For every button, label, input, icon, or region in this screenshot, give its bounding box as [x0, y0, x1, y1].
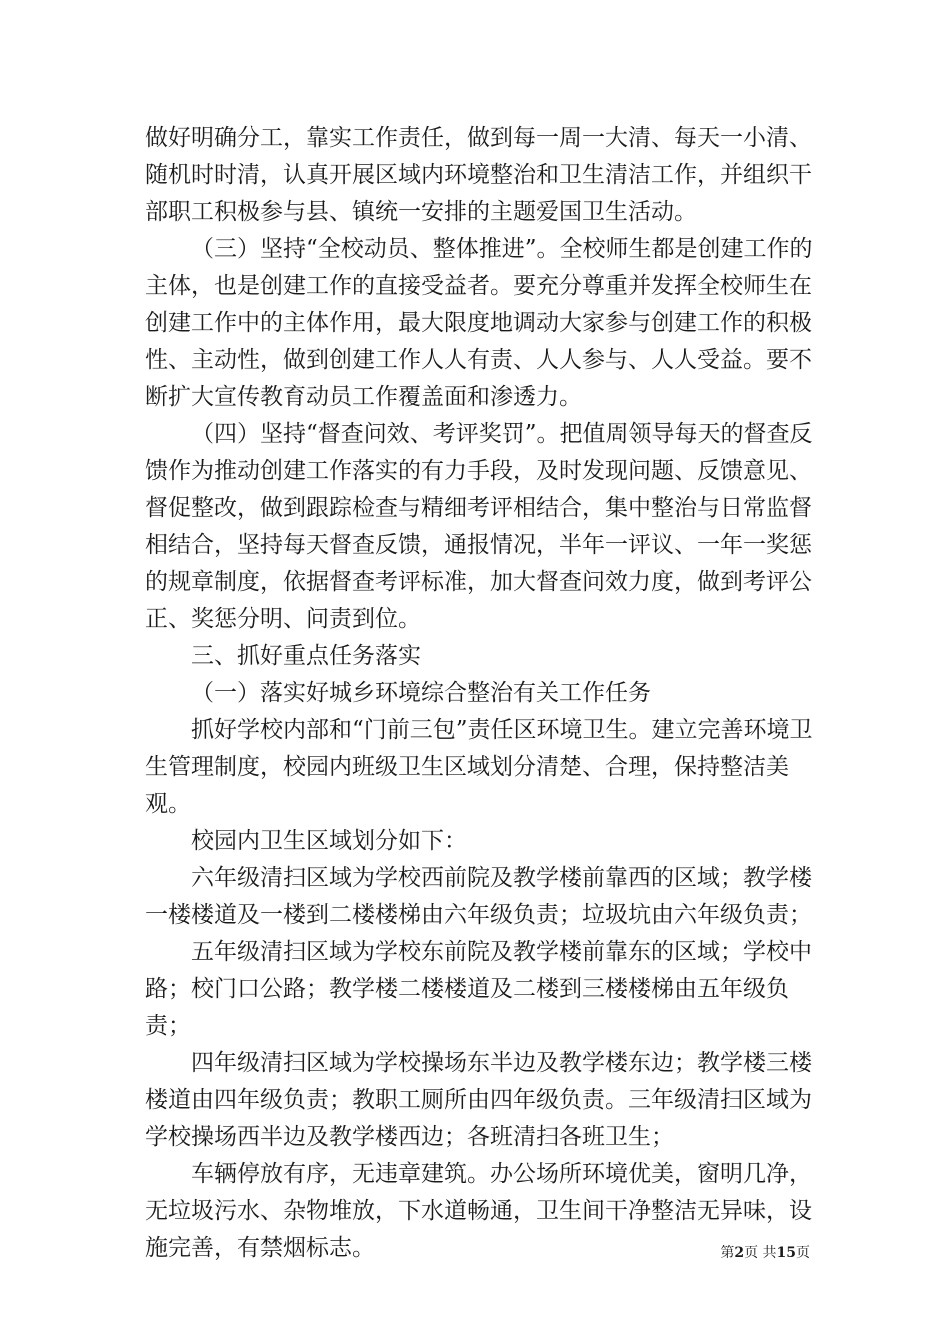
paragraph-2: （三）坚持“全校动员、整体推进”。全校师生都是创建工作的主体，也是创建工作的直接受益者。要充分尊重并发挥全校师生在创建工作中的主体作用，最大限度地调动大家参与创建工作的积极性、主动性，做到创建工作人人有责、人人参与、人人受益。要不断扩大宣传教育动员工作覆盖面和渗透力。	[145, 236, 813, 410]
paragraph-8: 六年级清扫区域为学校西前院及教学楼前靠西的区域；教学楼一楼楼道及一楼到二楼楼梯由六年级负责；垃圾坑由六年级负责；	[145, 865, 812, 928]
paragraph-3: （四）坚持“督查问效、考评奖罚”。把值周领导每天的督查反馈作为推动创建工作落实的有力手段，及时发现问题、反馈意见、督促整改，做到跟踪检查与精细考评相结合，集中整治与日常监督相结合，坚持每天督查反馈，通报情况，半年一评议、一年一奖惩的规章制度，依据督查考评标准，加大督查问效力度，做到考评公正、奖惩分明、问责到位。	[145, 421, 813, 632]
footer-prefix: 第	[720, 1245, 735, 1261]
paragraph-11: 车辆停放有序，无违章建筑。办公场所环境优美，窗明几净，无垃圾污水、杂物堆放，下水道畅通，卫生间干净整洁无异味，设施完善，有禁烟标志。	[145, 1161, 812, 1261]
subsection-heading: （一）落实好城乡环境综合整治有关工作任务	[191, 680, 651, 706]
footer-suffix: 页	[796, 1245, 810, 1261]
paragraph-7: 校园内卫生区域划分如下：	[191, 828, 467, 854]
footer-middle: 页 共	[744, 1245, 777, 1261]
paragraph-6: 抓好学校内部和“门前三包”责任区环境卫生。建立完善环境卫生管理制度，校园内班级卫生区域划分清楚、合理，保持整洁美观。	[145, 717, 813, 817]
paragraph-10: 四年级清扫区域为学校操场东半边及教学楼东边；教学楼三楼楼道由四年级负责；教职工厕所由四年级负责。三年级清扫区域为学校操场西半边及教学楼西边；各班清扫各班卫生；	[145, 1050, 812, 1150]
footer-total-pages: 15	[776, 1245, 796, 1261]
page-footer	[0, 1244, 810, 1262]
section-heading: 三、抓好重点任务落实	[191, 643, 421, 669]
document-body	[145, 120, 815, 1267]
paragraph-9: 五年级清扫区域为学校东前院及教学楼前靠东的区域；学校中路；校门口公路；教学楼二楼楼道及二楼到三楼楼梯由五年级负责；	[145, 939, 812, 1039]
footer-page-number: 2	[734, 1245, 745, 1261]
paragraph-1: 做好明确分工，靠实工作责任，做到每一周一大清、每天一小清、随机时时清，认真开展区域内环境整治和卫生清洁工作，并组织干部职工积极参与县、镇统一安排的主题爱国卫生活动。	[145, 125, 812, 225]
